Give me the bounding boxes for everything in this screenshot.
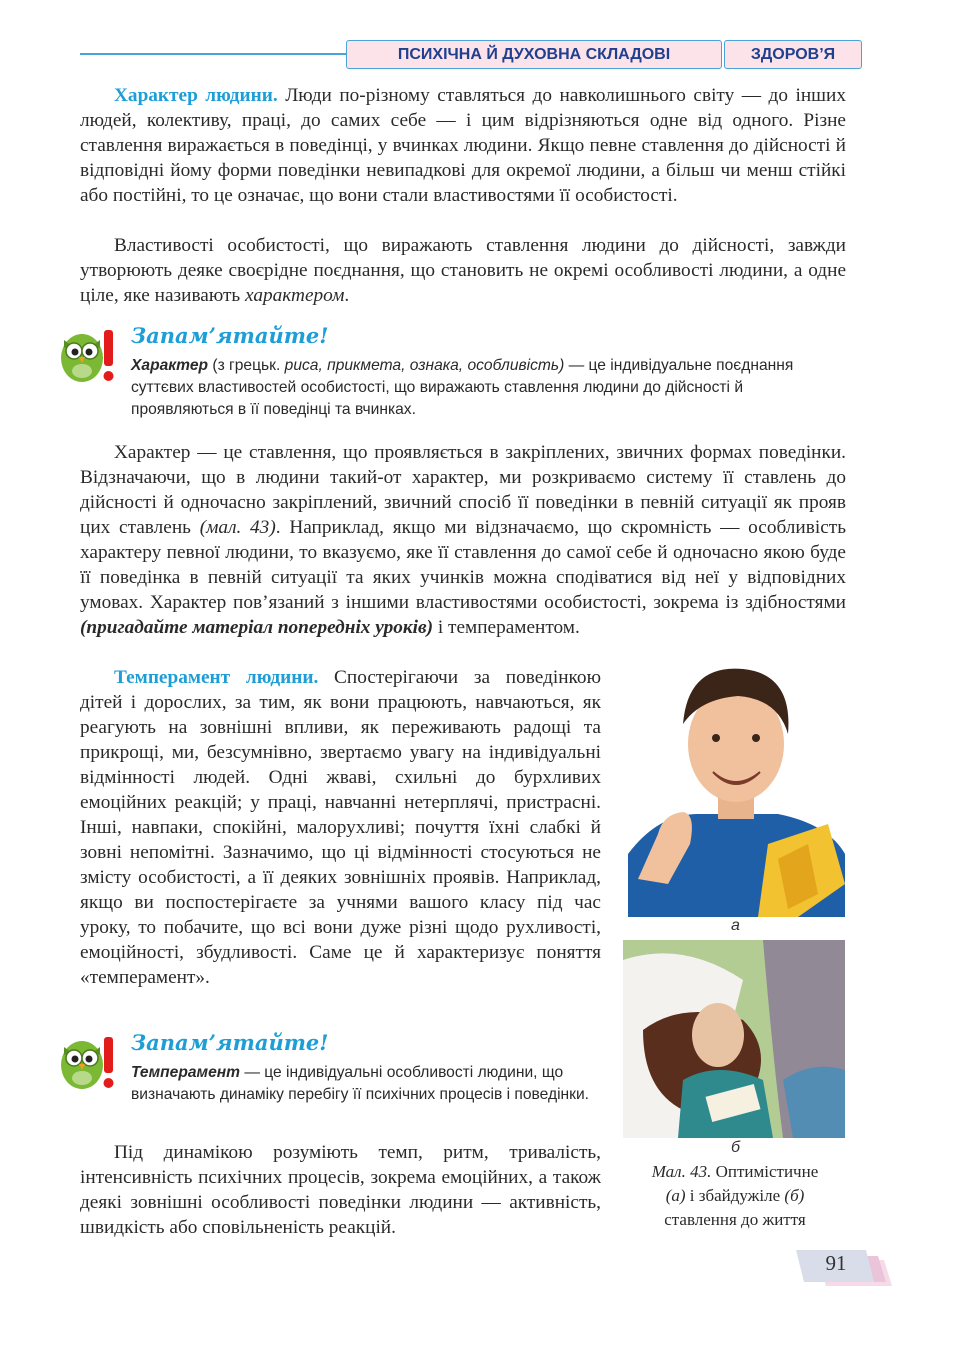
owl-remember-icon — [60, 1033, 122, 1091]
caption-line-2: і збайдужіле — [685, 1186, 785, 1205]
owl-remember-icon — [60, 326, 122, 384]
page-number: 91 — [825, 1251, 847, 1275]
def-term-temperament: Темперамент — [131, 1064, 241, 1081]
remember-heading-2: Запам’ятайте! — [131, 1030, 329, 1055]
caption-figure-number: Мал. 43. — [651, 1162, 712, 1181]
definition-character — [131, 355, 849, 421]
intro-paragraph-1 — [80, 83, 846, 208]
temperament-text: Спостерігаючи за поведінкою дітей і дорослих, за тим, як вони працюють, навчаються, як реагують на зовнішні впливи, як переживають радощі та прикрощі, ми, безсумнівно, звертаємо увагу на індивідуальні відмінності людей. Одні жваві, схильні до бурхливих емоційних реакцій; у праці, навчанні нетерплячі, пристрасні. Інші, навпаки, спокійні, малорухливі; почуття їхні слабкі й зовні непомітні. Зазначимо, що ці відмінності стосуються не змісту особистості, а її деяких зовнішніх проявів. Наприклад, якщо ви поспостерігаєте за учнями вашого класу під час уроку, то побачите, що всі вони дуже різні щодо рухливості, емоційності, збудливості. Саме це й характеризує поняття «темперамент». — [80, 667, 601, 988]
caption-line-3: ставлення до життя — [664, 1210, 806, 1229]
def-text-character: — це індивідуальне поєднання суттєвих властивостей особистості, що виражають ставлення людини до дійсності й проявляються в її поведінці та вчинках. — [131, 357, 794, 418]
section-title: ПСИХІЧНА Й ДУХОВНА СКЛАДОВІ — [346, 40, 722, 69]
definition-temperament — [131, 1062, 603, 1106]
figure-reference: (мал. 43) — [199, 517, 276, 538]
remember-heading-1: Запам’ятайте! — [131, 323, 329, 348]
def-paren-italic: риса, прикмета, ознака, особливість) — [284, 357, 565, 374]
intro-p2-italic: характером — [245, 285, 345, 306]
photo-label-a: а — [731, 917, 740, 934]
photo-indifferent-girl — [623, 940, 845, 1138]
header-rule — [80, 53, 348, 55]
caption-line-1: Оптимістичне — [711, 1162, 819, 1181]
intro-p2-text: Властивості особистості, що виражають ставлення людини до дійсності, завжди утворюють деяке своєрідне поєднання, що становить не окремі особливості людини, а одне ціле, яке називають — [80, 235, 846, 306]
paragraph-dynamics: Під динамікою розуміють темп, ритм, тривалість, інтенсивність психічних процесів, зокрема емоційних, а також деякі зовнішні особливості поведінки людини — активність, швидкість або сповільненість реакцій. — [80, 1142, 601, 1238]
paragraph-temperament — [80, 665, 601, 990]
section-title-2: ЗДОРОВ’Я — [724, 40, 862, 69]
figure-caption — [622, 1160, 848, 1232]
para3-t2: . Наприклад, якщо ми відзначаємо, що скромність — особливість характеру певної людини, то вказуємо, яке її ставлення до самої себе й одночасно якою буде її поведінка в певній ситуації та яких учинків можна сподіватися від неї у відповідних умовах. Характер пов’язаний з іншими властивостями особистості, зокрема із здібностями — [80, 517, 846, 613]
photo-label-b: б — [731, 1139, 740, 1156]
term-temperament: Темперамент людини. — [114, 667, 319, 688]
para3-t3: і темпераментом. — [433, 617, 580, 638]
term-character: Характер людини. — [114, 85, 278, 106]
def-term-character: Характер — [131, 357, 209, 374]
intro-p2-end: . — [344, 285, 350, 306]
paragraph-character — [80, 440, 846, 640]
caption-a: (а) — [665, 1186, 686, 1205]
intro-text: Люди по-різному ставляться до навколишнього світу — до інших людей, колективу, праці, до самих себе — і цим відрізняються одне від одного. Різне ставлення виражається в поведінці, у вчинках людини. Якщо певне ставлення до дійсності й відповідні йому форми поведінки невипадкові для окремої людини, а більш чи менш стійкі або постійні, то це означає, що вони стали властивостями її особистості. — [80, 85, 846, 206]
def-text-temperament: — це індивідуальні особливості людини, що визначають динаміку перебігу її психічних процесів і поведінки. — [131, 1064, 590, 1103]
para3-t1: Характер — це ставлення, що проявляється в закріплених, звичних формах поведінки. Відзначаючи, що в людини такий-от характер, ми розкриваємо систему її ставлень до дійсності й одночасно закріплений, звичний спосіб її поведінки в певній ситуації як прояв цих ставлень — [80, 442, 846, 538]
caption-b: (б) — [784, 1186, 805, 1205]
hint-previous-lessons: (пригадайте матеріал попередніх уроків) — [80, 617, 434, 638]
def-paren: (з грецьк. — [208, 357, 285, 374]
intro-paragraph-2 — [80, 233, 846, 308]
photo-optimistic-boy — [628, 654, 845, 917]
